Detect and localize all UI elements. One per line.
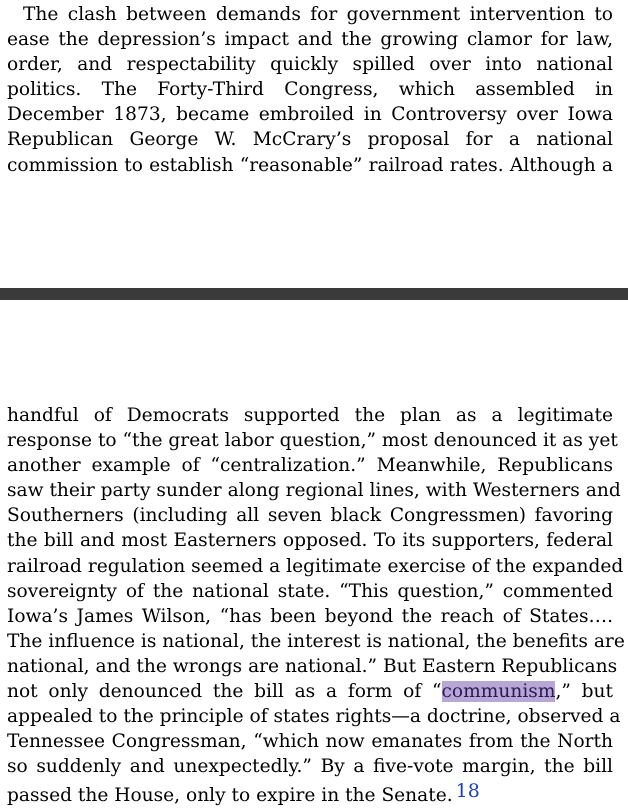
- text-line: The clash between demands for government intervention to: [23, 4, 613, 25]
- last-line-text: passed the House, only to expire in the Senate.: [7, 785, 453, 807]
- text-line: Iowa’s James Wilson, “has been beyond the reach of States….: [7, 605, 613, 627]
- text-line: politics. The Forty-Third Congress, which assembled in: [7, 79, 613, 101]
- text-line: the bill and most Easterners opposed. To its supporters, federal: [7, 530, 613, 552]
- highlighted-word[interactable]: communism: [441, 681, 556, 703]
- text-line: handful of Democrats supported the plan as a legitimate: [7, 405, 613, 426]
- text-before-highlight: not only denounced the bill as a form of “: [7, 681, 442, 703]
- text-line: saw their party sunder along regional lines, with Westerners and: [7, 480, 621, 502]
- text-line: December 1873, became embroiled in Controversy over Iowa: [7, 104, 613, 126]
- text-line: railroad regulation seemed a legitimate exercise of the expanded: [7, 555, 624, 577]
- text-line: order, and respectability quickly spilled over into national: [7, 54, 613, 76]
- text-after-highlight: ,” but: [555, 681, 613, 703]
- text-line: commission to establish “reasonable” railroad rates. Although a: [7, 154, 613, 176]
- text-line: Southerners (including all seven black Congressmen) favoring: [7, 505, 613, 527]
- text-line: appealed to the principle of states rights—a doctrine, observed a: [7, 706, 621, 728]
- page-divider: [0, 288, 628, 300]
- text-line: Republican George W. McCrary’s proposal for a national: [7, 129, 613, 151]
- text-line-last: [7, 779, 613, 808]
- text-line: Tennessee Congressman, “which now emanates from the North: [7, 731, 613, 753]
- paragraph-top: [7, 2, 613, 178]
- page-top: [0, 0, 628, 288]
- paragraph-bottom: [7, 403, 625, 809]
- text-line: so suddenly and unexpectedly.” By a five-vote margin, the bill: [7, 756, 613, 778]
- page-bottom: [0, 300, 628, 807]
- footnote-link[interactable]: 18: [455, 780, 480, 803]
- text-line: response to “the great labor question,” most denounced it as yet: [7, 430, 618, 452]
- text-line: sovereignty of the national state. “This question,” commented: [7, 580, 613, 602]
- text-line: another example of “centralization.” Meanwhile, Republicans: [7, 455, 613, 477]
- text-line: The influence is national, the interest is national, the benefits are: [7, 630, 625, 652]
- text-line-highlighted: [7, 679, 613, 704]
- text-line: national, and the wrongs are national.” But Eastern Republicans: [7, 655, 618, 677]
- text-line: ease the depression’s impact and the growing clamor for law,: [7, 29, 613, 51]
